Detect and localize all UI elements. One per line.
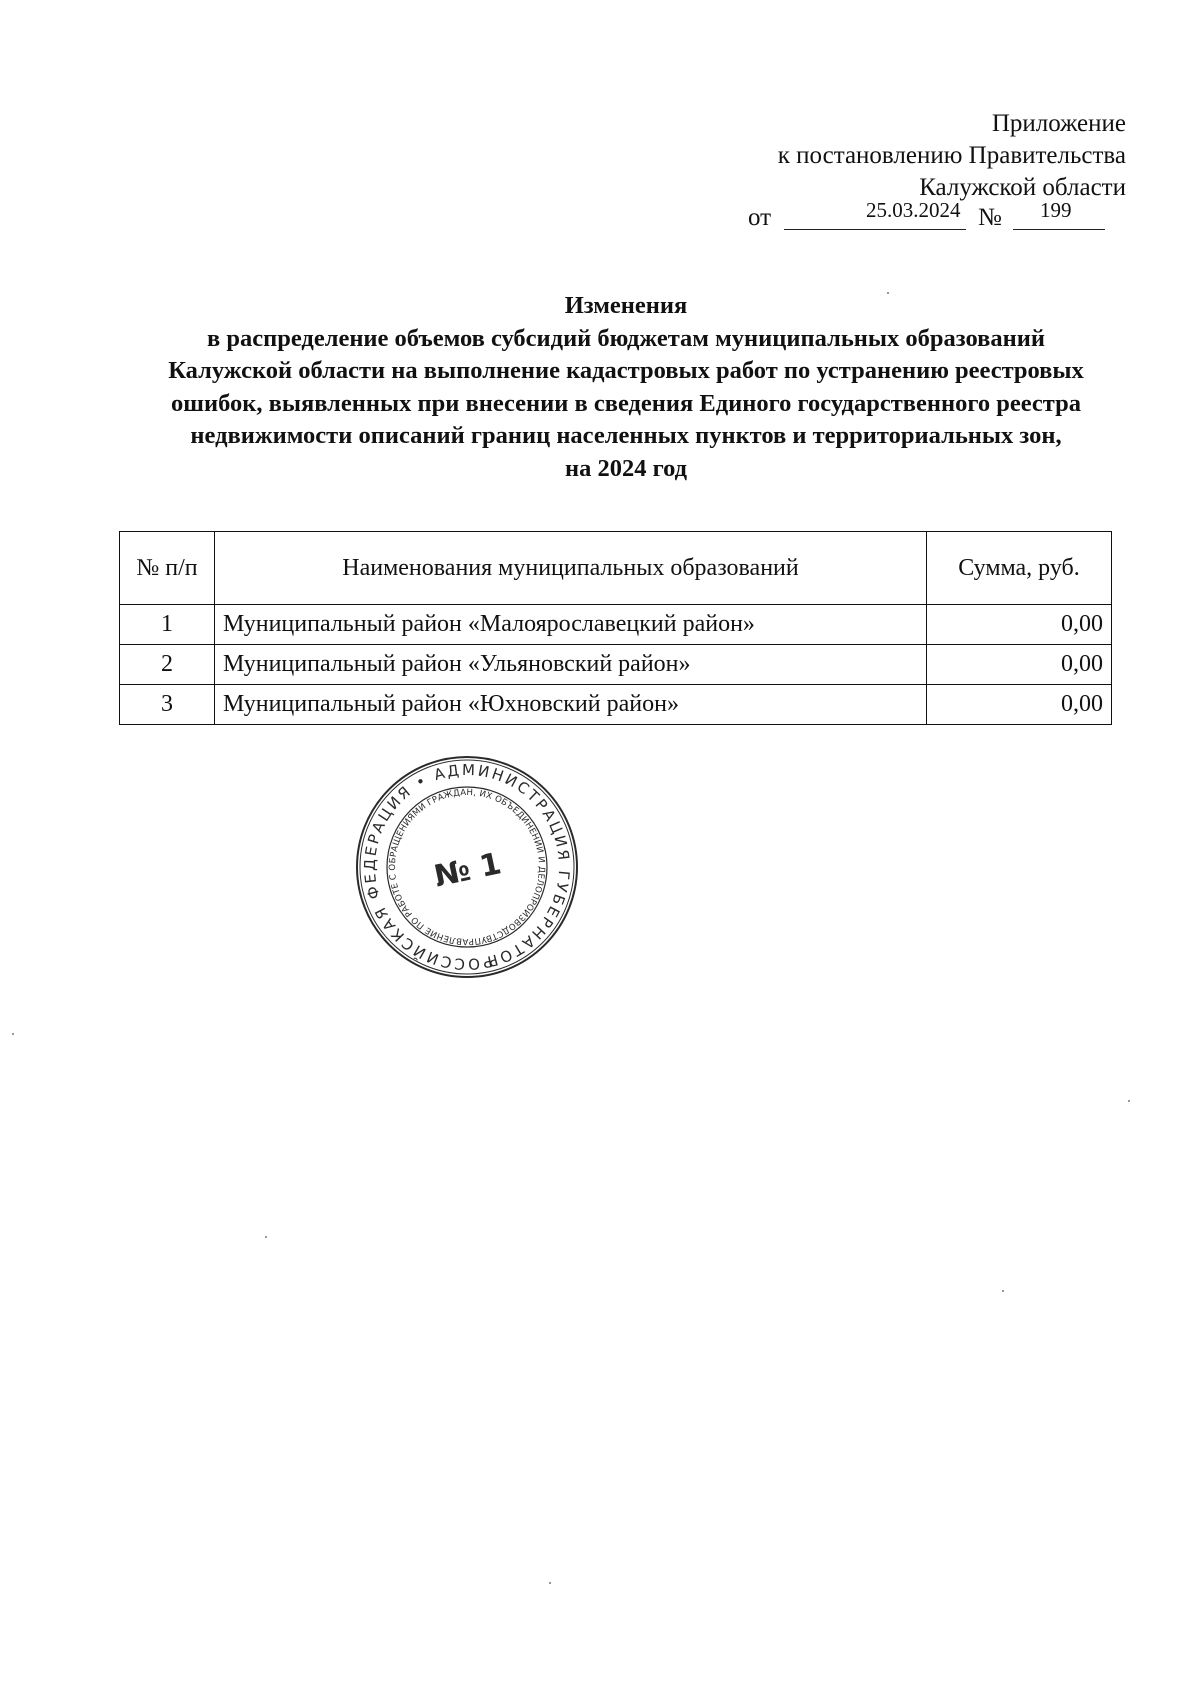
row-number: 1 bbox=[120, 605, 215, 645]
table-header-row bbox=[120, 532, 1112, 605]
official-stamp-seal bbox=[352, 752, 582, 982]
stamp-middle-text: УПРАВЛЕНИЕ ПО РАБОТЕ С ОБРАЩЕНИЯМИ ГРАЖДАН, ИХ ОБЪЕДИНЕНИЙ И ДЕЛОПРОИЗВОДСТВУ bbox=[387, 787, 547, 947]
scan-speck bbox=[1128, 1100, 1130, 1102]
resolution-date: 25.03.2024 bbox=[866, 198, 961, 222]
row-sum: 0,00 bbox=[927, 685, 1112, 725]
row-name: Муниципальный район «Юхновский район» bbox=[215, 685, 927, 725]
scan-speck bbox=[12, 1033, 14, 1035]
row-number: 3 bbox=[120, 685, 215, 725]
heading-line-4: ошибок, выявленных при внесении в сведения Единого государственного реестра bbox=[171, 389, 1081, 417]
stamp-outer-text: РОССИЙСКАЯ ФЕДЕРАЦИЯ • АДМИНИСТРАЦИЯ ГУБЕРНАТОРА bbox=[360, 760, 574, 974]
row-number: 2 bbox=[120, 645, 215, 685]
heading-line-1: Изменения bbox=[564, 292, 688, 319]
resolution-date-number bbox=[748, 198, 1108, 234]
appendix-block bbox=[646, 108, 1126, 204]
header-number: № п/п bbox=[120, 532, 215, 605]
scan-speck bbox=[549, 1582, 551, 1584]
heading-line-3: Калужской области на выполнение кадастровых работ по устранению реестровых bbox=[168, 357, 1084, 384]
scan-speck bbox=[265, 1236, 267, 1238]
from-label: от bbox=[748, 204, 772, 231]
row-name: Муниципальный район «Ульяновский район» bbox=[215, 645, 927, 685]
table-row bbox=[120, 645, 1112, 685]
heading-line-6: на 2024 год bbox=[564, 454, 688, 482]
scan-speck bbox=[1002, 1290, 1004, 1292]
scan-speck bbox=[887, 292, 889, 294]
table-row bbox=[120, 685, 1112, 725]
table-row bbox=[120, 605, 1112, 645]
date-underline bbox=[784, 229, 966, 230]
row-name: Муниципальный район «Малоярославецкий район» bbox=[215, 605, 927, 645]
appendix-region-line: Калужской области bbox=[919, 174, 1126, 201]
row-sum: 0,00 bbox=[927, 645, 1112, 685]
heading-line-2: в распределение объемов субсидий бюджетам муниципальных образований bbox=[207, 324, 1045, 352]
number-sign: № bbox=[978, 204, 1002, 231]
document-heading bbox=[90, 290, 1162, 485]
subsidy-table bbox=[119, 531, 1112, 725]
number-underline bbox=[1013, 229, 1105, 230]
resolution-number: 199 bbox=[1040, 198, 1072, 222]
appendix-resolution-line: к постановлению Правительства bbox=[777, 142, 1126, 169]
heading-line-5: недвижимости описаний границ населенных пунктов и территориальных зон, bbox=[190, 422, 1062, 449]
row-sum: 0,00 bbox=[927, 605, 1112, 645]
header-sum: Сумма, руб. bbox=[927, 532, 1112, 605]
stamp-center-number: № 1 bbox=[431, 846, 505, 895]
header-name: Наименования муниципальных образований bbox=[215, 532, 927, 605]
appendix-title: Приложение bbox=[991, 110, 1126, 137]
